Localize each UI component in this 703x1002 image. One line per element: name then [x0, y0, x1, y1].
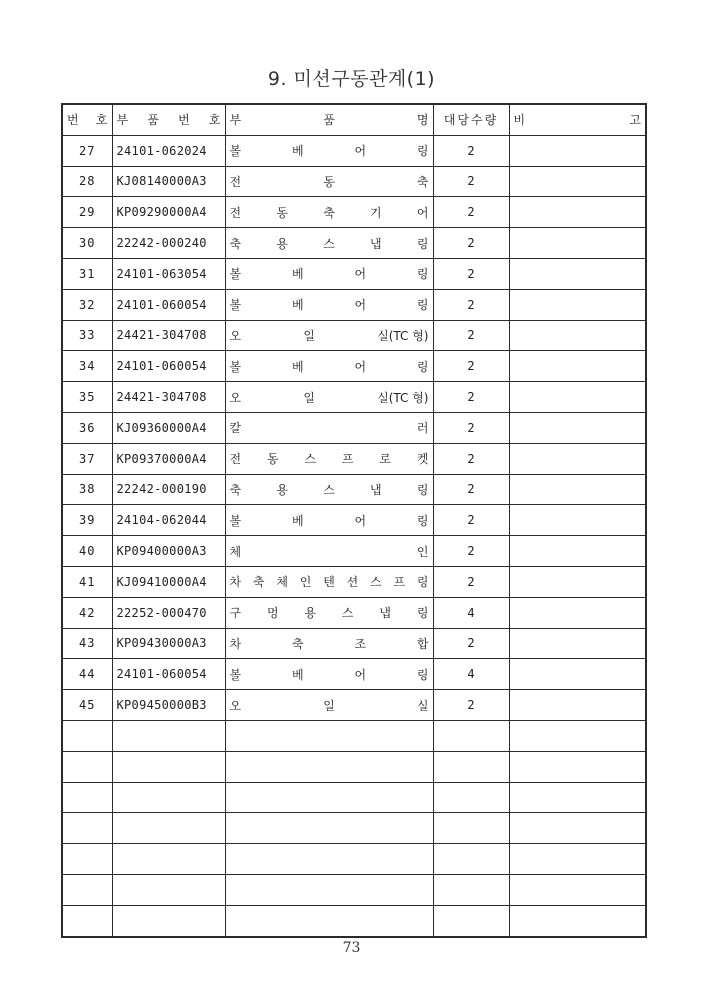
part-name-char: 스: [370, 575, 382, 590]
row-number: 33: [62, 320, 112, 351]
part-name-char: 용: [276, 482, 288, 497]
header-no-char: 호: [95, 113, 108, 128]
part-name-char: 오: [229, 698, 242, 713]
quantity: 2: [433, 289, 509, 320]
part-name: [225, 228, 433, 259]
part-name-char: 어: [354, 144, 367, 159]
empty-cell: [509, 905, 646, 936]
empty-cell: [62, 905, 112, 936]
part-name-char: 스: [304, 452, 317, 467]
remarks: [509, 197, 646, 228]
empty-cell: [62, 782, 112, 813]
part-name-char: 볼: [229, 298, 242, 313]
empty-cell: [433, 782, 509, 813]
header-remarks: [509, 104, 646, 135]
part-name: [225, 474, 433, 505]
part-name-char: 전: [229, 452, 242, 467]
part-name-char: 스: [323, 236, 335, 251]
remarks: [509, 289, 646, 320]
part-number: 24101-060054: [112, 351, 225, 382]
part-name-char: 멍: [266, 606, 279, 621]
part-name-char: 베: [291, 359, 304, 374]
part-name-char: 동: [323, 174, 335, 189]
table-row: [62, 320, 646, 351]
row-number: 37: [62, 443, 112, 474]
row-number: 36: [62, 412, 112, 443]
part-name: [225, 412, 433, 443]
part-name: [225, 690, 433, 721]
part-name: [225, 320, 433, 351]
header-part-char: 호: [208, 113, 221, 128]
part-name-char: 용: [304, 606, 317, 621]
header-name-char: 품: [323, 113, 335, 128]
part-name-char: 볼: [229, 267, 242, 282]
empty-cell: [225, 905, 433, 936]
empty-cell: [433, 751, 509, 782]
part-name-char: 실: [416, 698, 429, 713]
table-row: [62, 474, 646, 505]
empty-row: [62, 782, 646, 813]
part-name-char: 구: [229, 606, 242, 621]
part-number: KP09450000B3: [112, 690, 225, 721]
table-row: [62, 228, 646, 259]
table-header-row: [62, 104, 646, 135]
remarks: [509, 536, 646, 567]
remarks: [509, 412, 646, 443]
part-name: [225, 382, 433, 413]
part-number: 24104-062044: [112, 505, 225, 536]
remarks: [509, 228, 646, 259]
row-number: 44: [62, 659, 112, 690]
empty-cell: [433, 844, 509, 875]
empty-cell: [225, 813, 433, 844]
row-number: 45: [62, 690, 112, 721]
part-name-char: 일: [303, 390, 315, 405]
remarks: [509, 258, 646, 289]
empty-cell: [62, 720, 112, 751]
empty-cell: [112, 813, 225, 844]
part-name-char: 션: [346, 575, 359, 590]
empty-row: [62, 751, 646, 782]
part-number: KP09290000A4: [112, 197, 225, 228]
part-name: [225, 505, 433, 536]
part-number: 24421-304708: [112, 320, 225, 351]
table-row: [62, 289, 646, 320]
quantity: 2: [433, 566, 509, 597]
part-name-char: 인: [416, 544, 429, 559]
part-name-char: 프: [341, 452, 354, 467]
row-number: 31: [62, 258, 112, 289]
page-number: 73: [342, 940, 361, 956]
part-number: KJ08140000A3: [112, 166, 225, 197]
empty-row: [62, 874, 646, 905]
table-row: [62, 166, 646, 197]
remarks: [509, 690, 646, 721]
quantity: 2: [433, 536, 509, 567]
empty-cell: [62, 874, 112, 905]
header-part-no: [112, 104, 225, 135]
quantity: 4: [433, 597, 509, 628]
part-name: [225, 597, 433, 628]
part-name-char: 차: [229, 636, 242, 651]
part-name-char: 로: [379, 452, 391, 467]
empty-cell: [225, 844, 433, 875]
part-name: [225, 351, 433, 382]
row-number: 34: [62, 351, 112, 382]
empty-cell: [62, 844, 112, 875]
quantity: 2: [433, 351, 509, 382]
remarks: [509, 320, 646, 351]
part-name-char: 링: [416, 513, 429, 528]
part-name-char: 링: [416, 298, 429, 313]
part-number: 24421-304708: [112, 382, 225, 413]
part-name-char: 링: [416, 359, 429, 374]
part-name-char: 축: [323, 205, 335, 220]
page-title: 9. 미션구동관계(1): [267, 68, 436, 90]
part-name-char: 축: [252, 575, 265, 590]
row-number: 30: [62, 228, 112, 259]
part-name: [225, 566, 433, 597]
part-name-char: 링: [416, 606, 429, 621]
header-part-char: 품: [147, 113, 159, 128]
part-name-char: 링: [416, 575, 429, 590]
part-name-char: 축: [229, 236, 242, 251]
remarks: [509, 659, 646, 690]
part-number: 24101-060054: [112, 289, 225, 320]
empty-row: [62, 720, 646, 751]
header-name-char: 부: [229, 113, 242, 128]
table-row: [62, 566, 646, 597]
remarks: [509, 505, 646, 536]
part-name-char: 냅: [370, 482, 382, 497]
header-qty: 대당수량: [433, 104, 509, 135]
row-number: 35: [62, 382, 112, 413]
part-name-char: 일: [303, 328, 315, 343]
remarks: [509, 166, 646, 197]
part-name-char: 조: [354, 636, 367, 651]
quantity: 2: [433, 382, 509, 413]
part-name-char: 어: [354, 359, 367, 374]
part-name-char: 칼: [229, 421, 242, 436]
table-row: [62, 690, 646, 721]
part-name-char: 체: [229, 544, 242, 559]
remarks: [509, 135, 646, 166]
empty-cell: [112, 905, 225, 936]
part-name-char: 링: [416, 144, 429, 159]
part-name-char: 어: [416, 205, 429, 220]
empty-cell: [509, 751, 646, 782]
table-row: [62, 197, 646, 228]
table-row: [62, 597, 646, 628]
part-name: [225, 166, 433, 197]
part-number: 22252-000470: [112, 597, 225, 628]
part-name-char: 용: [276, 236, 288, 251]
empty-cell: [509, 782, 646, 813]
quantity: 2: [433, 135, 509, 166]
part-name-char: 축: [229, 482, 242, 497]
header-no: [62, 104, 112, 135]
header-remarks-char: 비: [513, 113, 526, 128]
row-number: 32: [62, 289, 112, 320]
part-name-char: 기: [370, 205, 382, 220]
table-row: [62, 382, 646, 413]
part-name-char: 어: [354, 298, 367, 313]
part-name-char: 러: [416, 421, 429, 436]
part-name-char: 베: [291, 513, 304, 528]
part-name: [225, 289, 433, 320]
table-row: [62, 628, 646, 659]
part-number: 22242-000190: [112, 474, 225, 505]
quantity: 2: [433, 690, 509, 721]
part-name-char: 축: [416, 174, 429, 189]
empty-cell: [433, 720, 509, 751]
part-number: KJ09410000A4: [112, 566, 225, 597]
part-name-char: 동: [276, 205, 288, 220]
empty-cell: [225, 874, 433, 905]
part-name-char: 링: [416, 667, 429, 682]
quantity: 2: [433, 258, 509, 289]
table-row: [62, 443, 646, 474]
header-no-char: 번: [67, 113, 79, 128]
table-row: [62, 659, 646, 690]
part-number: 24101-063054: [112, 258, 225, 289]
header-name: [225, 104, 433, 135]
row-number: 27: [62, 135, 112, 166]
part-name-char: 냅: [379, 606, 391, 621]
empty-cell: [433, 813, 509, 844]
part-number: KP09400000A3: [112, 536, 225, 567]
part-name: [225, 536, 433, 567]
quantity: 4: [433, 659, 509, 690]
part-number: KJ09360000A4: [112, 412, 225, 443]
table-row: [62, 351, 646, 382]
part-name-char: 볼: [229, 359, 242, 374]
remarks: [509, 351, 646, 382]
empty-row: [62, 844, 646, 875]
part-name-char: 실(TC 형): [377, 328, 429, 343]
table-row: [62, 135, 646, 166]
part-name-char: 동: [266, 452, 279, 467]
part-name-char: 링: [416, 236, 429, 251]
header-part-char: 번: [178, 113, 190, 128]
part-name-char: 프: [393, 575, 406, 590]
empty-cell: [433, 874, 509, 905]
part-name: [225, 443, 433, 474]
quantity: 2: [433, 228, 509, 259]
part-number: 24101-062024: [112, 135, 225, 166]
part-name-char: 볼: [229, 513, 242, 528]
row-number: 28: [62, 166, 112, 197]
header-name-char: 명: [416, 113, 429, 128]
row-number: 38: [62, 474, 112, 505]
remarks: [509, 443, 646, 474]
part-name-char: 볼: [229, 144, 242, 159]
part-number: 22242-000240: [112, 228, 225, 259]
part-name-char: 스: [341, 606, 354, 621]
remarks: [509, 566, 646, 597]
empty-cell: [62, 751, 112, 782]
remarks: [509, 597, 646, 628]
empty-row: [62, 905, 646, 936]
part-name-char: 오: [229, 390, 242, 405]
empty-cell: [112, 720, 225, 751]
part-name: [225, 628, 433, 659]
quantity: 2: [433, 197, 509, 228]
part-number: 24101-060054: [112, 659, 225, 690]
quantity: 2: [433, 166, 509, 197]
part-name-char: 체: [276, 575, 288, 590]
empty-cell: [62, 813, 112, 844]
remarks: [509, 382, 646, 413]
part-name-char: 축: [291, 636, 304, 651]
quantity: 2: [433, 505, 509, 536]
empty-cell: [225, 751, 433, 782]
part-name-char: 실(TC 형): [377, 390, 429, 405]
table-row: [62, 536, 646, 567]
remarks: [509, 474, 646, 505]
row-number: 42: [62, 597, 112, 628]
table-row: [62, 505, 646, 536]
empty-cell: [433, 905, 509, 936]
part-name-char: 베: [291, 667, 304, 682]
row-number: 40: [62, 536, 112, 567]
header-remarks-char: 고: [629, 113, 641, 128]
part-number: KP09370000A4: [112, 443, 225, 474]
part-name-char: 링: [416, 482, 429, 497]
part-name: [225, 258, 433, 289]
part-name-char: 오: [229, 328, 242, 343]
empty-cell: [112, 844, 225, 875]
part-number: KP09430000A3: [112, 628, 225, 659]
empty-cell: [509, 720, 646, 751]
remarks: [509, 628, 646, 659]
part-name-char: 볼: [229, 667, 242, 682]
part-name-char: 베: [291, 298, 304, 313]
quantity: 2: [433, 412, 509, 443]
quantity: 2: [433, 320, 509, 351]
part-name-char: 링: [416, 267, 429, 282]
part-name-char: 스: [323, 482, 335, 497]
part-name-char: 합: [416, 636, 429, 651]
part-name: [225, 197, 433, 228]
part-name-char: 어: [354, 513, 367, 528]
quantity: 2: [433, 443, 509, 474]
part-name: [225, 135, 433, 166]
part-name: [225, 659, 433, 690]
table-row: [62, 258, 646, 289]
quantity: 2: [433, 628, 509, 659]
empty-cell: [225, 782, 433, 813]
empty-cell: [112, 782, 225, 813]
part-name-char: 전: [229, 174, 242, 189]
part-name-char: 어: [354, 267, 367, 282]
row-number: 41: [62, 566, 112, 597]
empty-cell: [112, 874, 225, 905]
header-part-char: 부: [116, 113, 129, 128]
quantity: 2: [433, 474, 509, 505]
empty-cell: [225, 720, 433, 751]
row-number: 29: [62, 197, 112, 228]
part-name-char: 일: [323, 698, 335, 713]
part-name-char: 인: [299, 575, 312, 590]
part-name-char: 베: [291, 144, 304, 159]
table-row: [62, 412, 646, 443]
part-name-char: 차: [229, 575, 242, 590]
empty-cell: [509, 844, 646, 875]
empty-cell: [509, 874, 646, 905]
parts-table: [61, 103, 647, 938]
row-number: 39: [62, 505, 112, 536]
empty-cell: [509, 813, 646, 844]
part-name-char: 텐: [323, 575, 335, 590]
part-name-char: 켓: [416, 452, 429, 467]
part-name-char: 전: [229, 205, 242, 220]
part-name-char: 어: [354, 667, 367, 682]
empty-cell: [112, 751, 225, 782]
row-number: 43: [62, 628, 112, 659]
part-name-char: 베: [291, 267, 304, 282]
part-name-char: 냅: [370, 236, 382, 251]
empty-row: [62, 813, 646, 844]
